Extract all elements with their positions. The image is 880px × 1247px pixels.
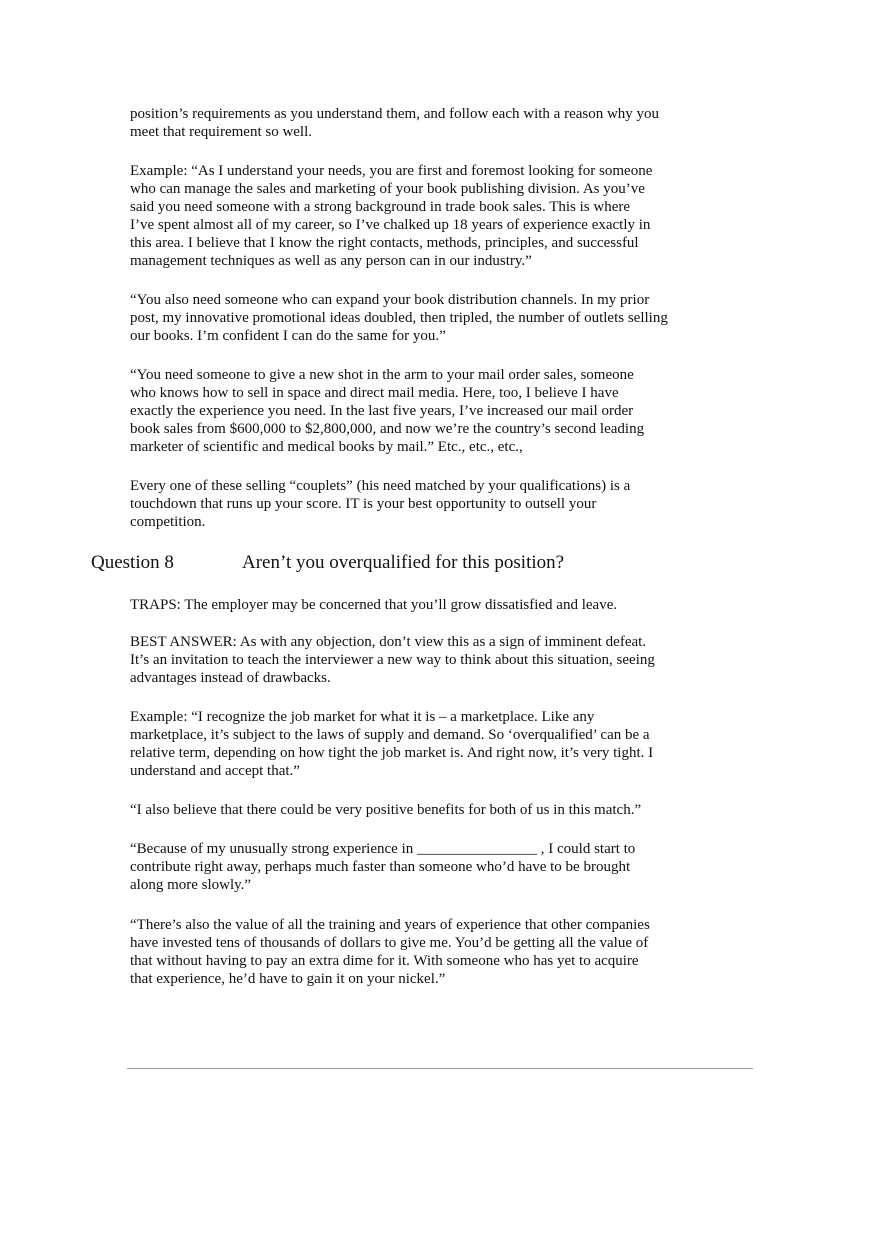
- question-number: Question 8: [91, 552, 174, 573]
- text-line: said you need someone with a strong background in trade book sales. This is where: [130, 199, 631, 215]
- text-line: that without having to pay an extra dime for it. With someone who has yet to acquire: [130, 953, 639, 969]
- text-line: “Because of my unusually strong experience in ________________ , I could start to: [130, 841, 636, 857]
- text-line: meet that requirement so well.: [130, 124, 313, 140]
- text-line: Example: “As I understand your needs, you are first and foremost looking for someone: [130, 163, 653, 179]
- text-line: “I also believe that there could be very positive benefits for both of us in this match.”: [130, 802, 642, 818]
- text-line: BEST ANSWER: As with any objection, don’t view this as a sign of imminent defeat.: [130, 634, 647, 650]
- paragraph-positive-benefits: [130, 801, 710, 819]
- paragraph-mail-order-sales: [130, 366, 710, 456]
- text-line: relative term, depending on how tight the job market is. And right now, it’s very tight. I: [130, 745, 654, 761]
- text-line: our books. I’m confident I can do the same for you.”: [130, 328, 446, 344]
- text-line: I’ve spent almost all of my career, so I’ve chalked up 18 years of experience exactly in: [130, 217, 651, 233]
- text-line: competition.: [130, 514, 206, 530]
- text-line: marketer of scientific and medical books by mail.” Etc., etc., etc.,: [130, 439, 523, 455]
- footer-divider: [127, 1068, 753, 1069]
- text-line: book sales from $600,000 to $2,800,000, and now we’re the country’s second leading: [130, 421, 645, 437]
- text-line: contribute right away, perhaps much faster than someone who’d have to be brought: [130, 859, 631, 875]
- text-line: marketplace, it’s subject to the laws of supply and demand. So ‘overqualified’ can be a: [130, 727, 650, 743]
- paragraph-requirements-intro: [130, 105, 710, 141]
- text-line: touchdown that runs up your score. IT is your best opportunity to outsell your: [130, 496, 597, 512]
- text-line: exactly the experience you need. In the last five years, I’ve increased our mail order: [130, 403, 634, 419]
- paragraph-example-marketplace: [130, 708, 710, 780]
- text-line: this area. I believe that I know the right contacts, methods, principles, and successful: [130, 235, 639, 251]
- text-line: “You need someone to give a new shot in the arm to your mail order sales, someone: [130, 367, 634, 383]
- text-line: Example: “I recognize the job market for what it is – a marketplace. Like any: [130, 709, 595, 725]
- paragraph-strong-experience: [130, 840, 710, 894]
- text-line: “There’s also the value of all the training and years of experience that other companies: [130, 917, 650, 933]
- text-line: who can manage the sales and marketing of your book publishing division. As you’ve: [130, 181, 645, 197]
- question-title: Aren’t you overqualified for this position?: [242, 552, 565, 573]
- text-line: “You also need someone who can expand your book distribution channels. In my prior: [130, 292, 650, 308]
- text-line: TRAPS: The employer may be concerned that you’ll grow dissatisfied and leave.: [130, 597, 618, 613]
- text-line: along more slowly.”: [130, 877, 252, 893]
- text-line: that experience, he’d have to gain it on your nickel.”: [130, 971, 446, 987]
- text-line: It’s an invitation to teach the interviewer a new way to think about this situation, seeing: [130, 652, 655, 668]
- paragraph-distribution-channels: [130, 291, 710, 345]
- text-line: position’s requirements as you understand them, and follow each with a reason why you: [130, 106, 660, 122]
- text-line: management techniques as well as any person can in our industry.”: [130, 253, 532, 269]
- text-line: Every one of these selling “couplets” (his need matched by your qualifications) is a: [130, 478, 631, 494]
- paragraph-best-answer: [130, 633, 710, 687]
- text-line: have invested tens of thousands of dollars to give me. You’d be getting all the value of: [130, 935, 649, 951]
- paragraph-training-value: [130, 916, 710, 988]
- text-line: advantages instead of drawbacks.: [130, 670, 331, 686]
- text-line: post, my innovative promotional ideas doubled, then tripled, the number of outlets selling: [130, 310, 668, 326]
- text-line: understand and accept that.”: [130, 763, 300, 779]
- paragraph-traps: [130, 596, 710, 614]
- text-line: who knows how to sell in space and direct mail media. Here, too, I believe I have: [130, 385, 619, 401]
- paragraph-selling-couplets: [130, 477, 710, 531]
- paragraph-example-sales-marketing: [130, 162, 710, 270]
